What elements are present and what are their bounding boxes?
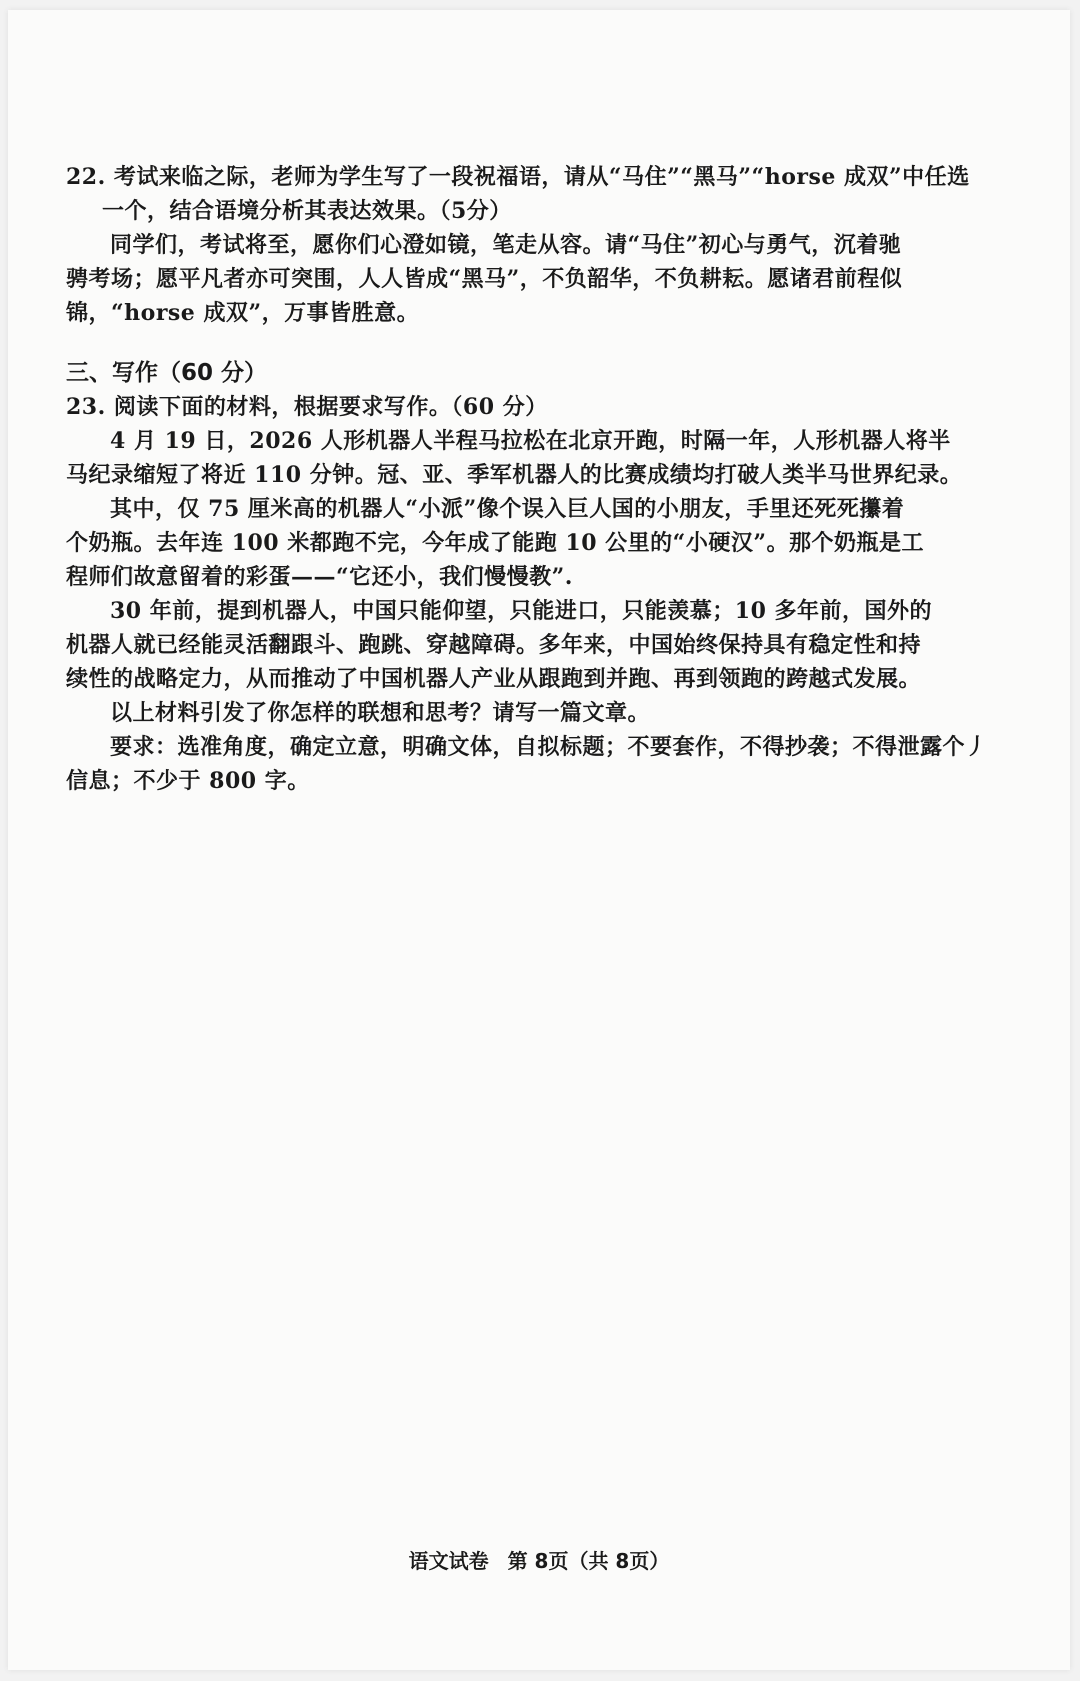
section-3-title: 三、写作（60 分） bbox=[66, 360, 268, 386]
question-23-title: 23. 阅读下面的材料，根据要求写作。（60 分） bbox=[66, 394, 548, 420]
question-23-requirement-line-2: 信息；不少于 800 字。 bbox=[66, 768, 310, 794]
question-22-passage-line-1: 同学们，考试将至，愿你们心澄如镜，笔走从容。请“马住”初心与勇气，沉着驰 bbox=[110, 232, 902, 258]
question-22-line-1: 22. 考试来临之际，老师为学生写了一段祝福语，请从“马住”“黑马”“horse 成双”中任选 bbox=[66, 164, 970, 190]
question-22-passage-line-3: 锦，“horse 成双”，万事皆胜意。 bbox=[66, 300, 420, 326]
question-23-para-3-line-3: 续性的战略定力，从而推动了中国机器人产业从跟跑到并跑、再到领跑的跨越式发展。 bbox=[66, 666, 922, 692]
question-23-para-1-line-1: 4 月 19 日，2026 人形机器人半程马拉松在北京开跑，时隔一年，人形机器人将半 bbox=[110, 428, 951, 454]
question-22-passage-line-2: 骋考场；愿平凡者亦可突围，人人皆成“黑马”，不负韶华，不负耕耘。愿诸君前程似 bbox=[66, 266, 903, 292]
footer-page-number: 第 8页（共 8页） bbox=[507, 1549, 670, 1573]
footer-subject: 语文试卷 bbox=[408, 1549, 489, 1573]
exam-paper bbox=[8, 10, 1070, 1670]
question-23-para-3-line-2: 机器人就已经能灵活翻跟斗、跑跳、穿越障碍。多年来，中国始终保持具有稳定性和持 bbox=[66, 632, 922, 658]
question-22-line-2: 一个，结合语境分析其表达效果。（5分） bbox=[102, 198, 512, 224]
page-footer bbox=[8, 1545, 1070, 1574]
question-23-para-2-line-2: 个奶瓶。去年连 100 米都跑不完，今年成了能跑 10 公里的“小硬汉”。那个奶瓶是工 bbox=[66, 530, 924, 556]
question-23-para-1-line-2: 马纪录缩短了将近 110 分钟。冠、亚、季军机器人的比赛成绩均打破人类半马世界纪录。 bbox=[66, 462, 963, 488]
question-23-para-2-line-1: 其中，仅 75 厘米高的机器人“小派”像个误入巨人国的小朋友，手里还死死攥着 bbox=[110, 496, 905, 522]
question-23-para-4-line-1: 以上材料引发了你怎样的联想和思考？请写一篇文章。 bbox=[110, 700, 651, 726]
page-content bbox=[66, 160, 1006, 798]
question-23-para-3-line-1: 30 年前，提到机器人，中国只能仰望，只能进口，只能羡慕；10 多年前，国外的 bbox=[110, 598, 933, 624]
question-23-requirement-line-1: 要求：选准角度，确定立意，明确文体，自拟标题；不要套作，不得抄袭；不得泄露个丿 bbox=[110, 734, 988, 760]
question-23-para-2-line-3: 程师们故意留着的彩蛋——“它还小，我们慢慢教”. bbox=[66, 564, 573, 590]
